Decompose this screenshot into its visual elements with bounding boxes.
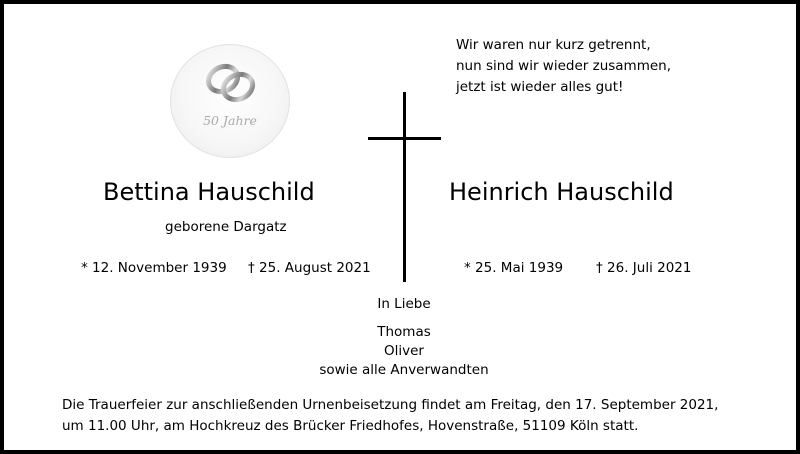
funeral-notice — [62, 395, 718, 437]
left-person-death-date: † 25. August 2021 — [248, 260, 371, 276]
anniversary-label: 50 Jahre — [203, 113, 257, 128]
wedding-rings-icon — [201, 55, 261, 113]
quote-line: Wir waren nur kurz getrennt, — [456, 37, 651, 53]
left-person-name: Bettina Hauschild — [103, 178, 315, 206]
quote — [456, 35, 671, 98]
right-person-death-date: † 26. Juli 2021 — [596, 260, 692, 276]
quote-line: jetzt ist wieder alles gut! — [456, 79, 624, 95]
funeral-notice-line: um 11.00 Uhr, am Hochkreuz des Brücker Friedhofes, Hovenstraße, 51109 Köln statt. — [62, 418, 639, 434]
quote-line: nun sind wir wieder zusammen, — [456, 58, 672, 74]
mourner-name: Thomas — [377, 324, 431, 340]
mourner-name: Oliver — [384, 343, 424, 359]
anniversary-emblem — [170, 44, 290, 158]
right-person-birth-date: * 25. Mai 1939 — [464, 260, 564, 276]
right-person-name: Heinrich Hauschild — [449, 178, 674, 206]
mourners-intro: In Liebe — [377, 296, 431, 312]
mourner-name: sowie alle Anverwandten — [319, 362, 489, 378]
left-person-maiden-name: geborene Dargatz — [165, 219, 287, 235]
left-person-birth-date: * 12. November 1939 — [81, 260, 227, 276]
funeral-notice-line: Die Trauerfeier zur anschließenden Urnenbeisetzung findet am Freitag, den 17. September 2021, — [62, 397, 719, 413]
cross-icon — [368, 92, 442, 282]
